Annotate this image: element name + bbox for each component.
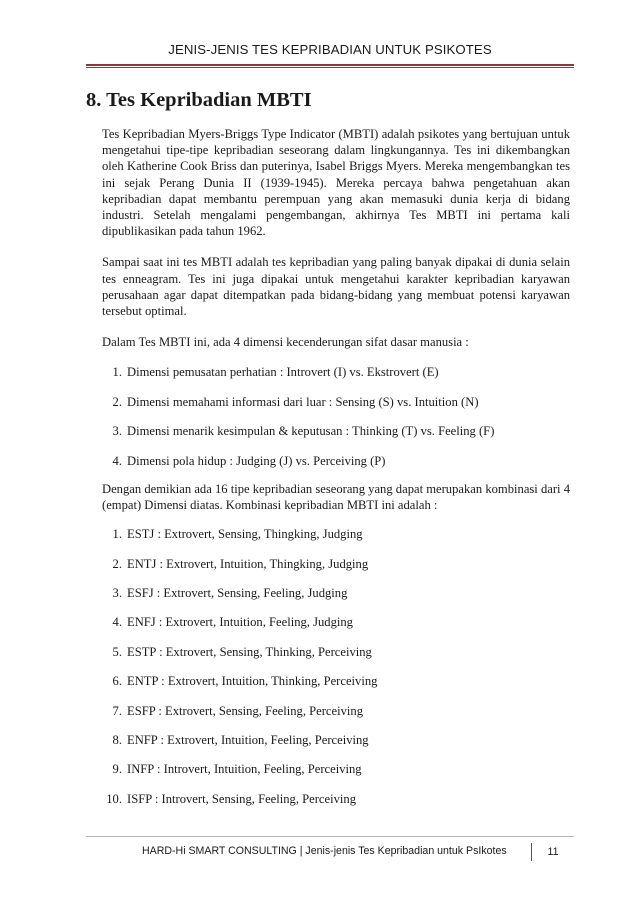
- list-item: [102, 761, 570, 777]
- list-item: [102, 556, 570, 572]
- page-footer: [86, 843, 574, 861]
- list-item: [102, 585, 570, 601]
- list-number: 1.: [112, 527, 122, 542]
- list-number: 2.: [112, 556, 122, 571]
- list-number: 7.: [112, 703, 122, 718]
- list-number: 4.: [112, 615, 122, 630]
- list-number: 10.: [106, 791, 122, 806]
- list-item: [102, 526, 570, 542]
- list-item: [102, 453, 570, 469]
- list-text: Dimensi menarik kesimpulan & keputusan : Thinking (T) vs. Feeling (F): [127, 424, 495, 439]
- list-text: Dimensi pola hidup : Judging (J) vs. Perceiving (P): [127, 453, 386, 468]
- list-number: 5.: [112, 644, 122, 659]
- list-item: [102, 644, 570, 660]
- list-item: [102, 703, 570, 719]
- list-number: 1.: [112, 365, 122, 380]
- header-rule: [86, 64, 574, 66]
- list-item: [102, 732, 570, 748]
- list-number: 3.: [112, 424, 122, 439]
- header-rule-thin: [86, 67, 574, 68]
- list-text: ESTP : Extrovert, Sensing, Thinking, Perceiving: [127, 644, 372, 659]
- paragraph-intro: Tes Kepribadian Myers-Briggs Type Indicator (MBTI) adalah psikotes yang bertujuan untuk mengetahui tipe-tipe kepribadian seseorang dalam lingkungannya. Tes ini dikembangkan oleh Katherine Cook Briss dan puterinya, Isabel Briggs Myers. Mereka mengembangkan tes ini sejak Perang Dunia II (1939-1945). Mereka percaya bahwa pengetahuan akan kepribadian dapat membantu perempuan yang akan memasuki dunia kerja di bidang industri. Setelah mengalami pengembangan, akhirnya Tes MBTI ini pertama kali dipublikasikan pada tahun 1962.: [102, 127, 570, 239]
- list-number: 6.: [112, 674, 122, 689]
- list-item: [102, 364, 570, 380]
- list-text: ESFP : Extrovert, Sensing, Feeling, Perceiving: [127, 703, 363, 718]
- paragraph-usage: Sampai saat ini tes MBTI adalah tes kepribadian yang paling banyak dipakai di dunia selain tes enneagram. Tes ini juga dipakai untuk mengetahui karakter kepribadian karyawan perusahaan agar dapat ditempatkan pada bidang-bidang yang membuat potensi karyawan tersebut optimal.: [102, 255, 570, 319]
- running-header: JENIS-JENIS TES KEPRIBADIAN UNTUK PSIKOTES: [168, 42, 492, 57]
- list-text: Dimensi memahami informasi dari luar : Sensing (S) vs. Intuition (N): [127, 394, 479, 409]
- list-item: [102, 423, 570, 439]
- list-number: 9.: [112, 762, 122, 777]
- footer-rule: [86, 836, 574, 837]
- list-text: ENFJ : Extrovert, Intuition, Feeling, Judging: [127, 615, 353, 630]
- list-item: [102, 614, 570, 630]
- dimensions-list: [102, 364, 570, 468]
- footer-text: HARD-Hi SMART CONSULTING | Jenis-jenis Tes Kepribadian untuk PsIkotes: [142, 845, 507, 857]
- paragraph-combinations-intro: Dengan demikian ada 16 tipe kepribadian seseorang yang dapat merupakan kombinasi dari 4 (empat) Dimensi diatas. Kombinasi kepribadian MBTI ini adalah :: [102, 481, 570, 513]
- list-item: [102, 673, 570, 689]
- list-text: ESFJ : Extrovert, Sensing, Feeling, Judging: [127, 586, 348, 601]
- document-body: [102, 126, 570, 820]
- list-text: ESTJ : Extrovert, Sensing, Thingking, Judging: [127, 527, 363, 542]
- types-list: [102, 526, 570, 807]
- list-text: INFP : Introvert, Intuition, Feeling, Perceiving: [127, 762, 362, 777]
- page-number: 11: [531, 843, 574, 861]
- list-item: [102, 791, 570, 807]
- list-number: 8.: [112, 732, 122, 747]
- section-title: 8. Tes Kepribadian MBTI: [86, 89, 312, 111]
- list-number: 3.: [112, 586, 122, 601]
- list-text: ISFP : Introvert, Sensing, Feeling, Perceiving: [127, 791, 356, 806]
- list-text: Dimensi pemusatan perhatian : Introvert (I) vs. Ekstrovert (E): [127, 365, 439, 380]
- list-number: 4.: [112, 453, 122, 468]
- list-text: ENTP : Extrovert, Intuition, Thinking, Perceiving: [127, 674, 378, 689]
- paragraph-dimensions-intro: Dalam Tes MBTI ini, ada 4 dimensi kecenderungan sifat dasar manusia :: [102, 335, 469, 350]
- list-number: 2.: [112, 394, 122, 409]
- list-text: ENFP : Extrovert, Intuition, Feeling, Perceiving: [127, 732, 369, 747]
- list-item: [102, 394, 570, 410]
- list-text: ENTJ : Extrovert, Intuition, Thingking, Judging: [127, 556, 369, 571]
